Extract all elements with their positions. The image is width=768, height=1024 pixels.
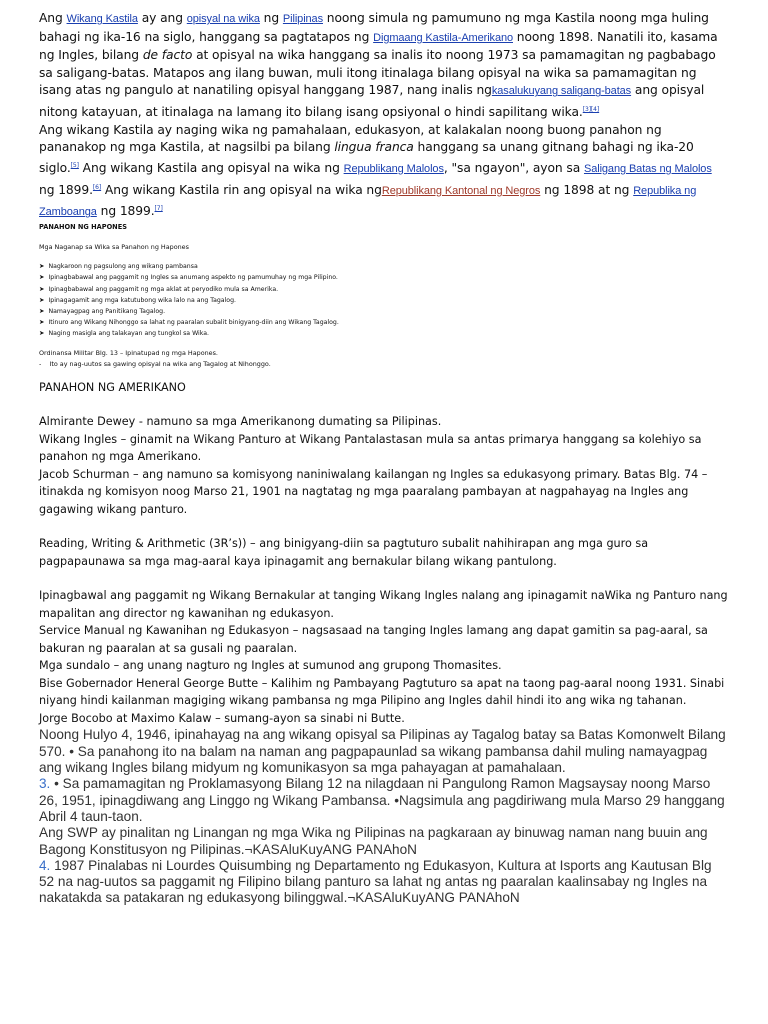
paragraph-line: Ipinagbawal ang paggamit ng Wikang Bernakular at tanging Wikang Ingles nalang ang ipinagamit naWika ng Panturo nang mapalitan ang director ng kawanihan ng edukasyon. xyxy=(39,589,728,620)
text: Ang xyxy=(39,11,67,25)
text: ang opisyal nitong katayuan, at itinalaga na lamang ito bilang isang opsiyonal o hindi sapilitang wika. xyxy=(39,83,705,120)
text: noong 1898. Nanatili ito, kasama ng Ingles, bilang xyxy=(39,29,718,63)
link-saligang-batas-malolos[interactable]: Saligang Batas ng Malolos xyxy=(583,162,712,175)
list-number: 4. xyxy=(39,857,51,873)
list-item: ➤ Nagkaroon ng pagsulong ang wikang pambansa xyxy=(39,261,729,272)
link-republikang-malolos[interactable]: Republikang Malolos xyxy=(343,162,444,175)
dash: - xyxy=(39,359,42,368)
paragraph-spanish-government xyxy=(39,122,729,222)
text: ng 1898 at ng xyxy=(540,182,634,197)
list-item: ➤ Ipinagbabawal ang paggamit ng mga aklat at peryodiko mula sa Amerika. xyxy=(39,284,729,295)
list-item: ➤ Itinuro ang Wikang Nihonggo sa lahat ng paaralan subalit binigyang-diin ang Wikang Tagalog. xyxy=(39,317,729,328)
text: ng 1899. xyxy=(39,182,93,197)
document-page xyxy=(39,10,729,907)
paragraph-line: Bise Gobernador Heneral George Butte – Kalihim ng Pambayang Pagtuturo sa apat na taong pag-aaral noong 1931. Sinabi niyang hindi kailanman magiging wikang pambansa ng mga Pilipino ang Ingles dahil hindi ito ang wika ng tahanan. xyxy=(39,676,725,708)
paragraph-swp: Ang SWP ay pinalitan ng Linangan ng mga Wika ng Pilipinas na pagkaraan ay binuwag naman nang buuin ang Bagong Konstitusyon ng Pilipinas.¬KASAluKuyANG PANAhoN xyxy=(39,825,708,857)
text: 1987 Pinalabas ni Lourdes Quisumbing ng Departamento ng Edukasyon, Kultura at Isports ang Kautusan Blg 52 na nag-uutos sa paggamit ng Filipino bilang panturo sa lahat ng antas ng paaralan kaalinsabay ng Ingles na nakatakda sa patakaran ng edukasyong bilinggwal.¬KASAluKuyANG PANAhoN xyxy=(39,857,712,906)
text: Ang wikang Kastila ay naging wika ng pamahalaan, edukasyon, at kalakalan noong buong panahon ng pananakop ng mga Kastila, at nagsilbi pa bilang xyxy=(39,122,662,155)
italic-de-facto: de facto xyxy=(142,48,193,63)
text: noong simula ng pamumuno ng mga Kastila noong mga huling bahagi ng ika-16 na siglo, hanggang sa pagtatapos ng xyxy=(39,11,709,44)
text: • Sa pamamagitan ng Proklamasyong Bilang 12 na nilagdaan ni Pangulong Ramon Magsaysay noong Marso 26, 1951, ipinagdiwang ang Linggo ng Wikang Pambansa. •Nagsimula ang pagdiriwang mula Marso 29 hanggang Abril 4 taun-taon. xyxy=(39,776,725,824)
link-pilipinas[interactable]: Pilipinas xyxy=(282,13,323,25)
reference-link[interactable]: [5] xyxy=(70,161,79,169)
list-item: ➤ Ipinagagamit ang mga katutubong wika lalo na ang Tagalog. xyxy=(39,295,729,306)
link-opisyal-na-wika[interactable]: opisyal na wika xyxy=(186,13,260,25)
text: at opisyal na wika hanggang sa inalis ito noong 1973 sa pamamagitan ng pagbabago sa saligang-batas. Matapos ang ilang buwan, muli itong itinalaga bilang opisyal na wika sa pamamagitan ng isang atas ng pangulo at nanatiling opisyal hanggang 1987, nang inalis ng xyxy=(39,48,716,98)
paragraph-reading-writing: Reading, Writing & Arithmetic (3R’s)) – ang binigyang-diin sa pagtuturo subalit nahihirapan ang mga guro sa pagpapaunawa sa mga mag-aaral kaya ipinagamit ang bernakular bilang wikang pantulong. xyxy=(39,537,649,568)
paragraph-proklamasyon xyxy=(39,776,729,825)
paragraph-line: Service Manual ng Kawanihan ng Edukasyon – nagsasaad na tanging Ingles lamang ang dapat gamitin sa pag-aaral, sa bakuran ng paaralan at sa gusali ng paaralan. xyxy=(39,624,708,655)
link-saligang-batas[interactable]: kasalukuyang saligang-batas xyxy=(491,85,632,98)
list-item: ➤ Ipinagbabawal ang paggamit ng Ingles sa anumang aspekto ng pamumuhay ng mga Pilipino. xyxy=(39,272,729,283)
ordinansa-militar: Ordinansa Militar Blg. 13 – Ipinatupad ng mga Hapones. xyxy=(39,348,218,357)
text: ay ang xyxy=(137,11,187,25)
list-number: 3. xyxy=(39,776,51,792)
spacer xyxy=(39,518,729,535)
ordinansa-item xyxy=(39,359,729,370)
link-wikang-kastila[interactable]: Wikang Kastila xyxy=(66,13,138,25)
list-hapones xyxy=(39,261,729,339)
reference-link[interactable]: [6] xyxy=(92,183,102,191)
reference-link[interactable]: [7] xyxy=(154,205,163,213)
paragraph-line: Mga sundalo – ang unang nagturo ng Ingles at sumunod ang grupong Thomasites. xyxy=(39,659,502,673)
link-republikang-kantonal-negros[interactable]: Republikang Kantonal ng Negros xyxy=(381,184,541,197)
text: Ito ay nag-uutos sa gawing opisyal na wika ang Tagalog at Nihonggo. xyxy=(49,359,271,368)
text: ng xyxy=(259,11,283,25)
list-item: ➤ Namayagpag ang Panitikang Tagalog. xyxy=(39,306,729,317)
link-republika-zamboanga[interactable]: Republika ng Zamboanga xyxy=(39,184,697,219)
link-digmaang-kastila-amerikano[interactable]: Digmaang Kastila-Amerikano xyxy=(373,31,513,44)
list-item: ➤ Naging masigla ang talakayan ang tungkol sa Wika. xyxy=(39,328,729,339)
reference-link[interactable]: [3][4] xyxy=(582,105,600,113)
text: , "sa ngayon", ayon sa xyxy=(443,160,584,175)
text: Ang wikang Kastila rin ang opisyal na wika ng xyxy=(101,182,382,197)
paragraph-hulyo-1946: Noong Hulyo 4, 1946, ipinahayag na ang wikang opisyal sa Pilipinas ay Tagalog batay sa Batas Komonwelt Bilang 570. • Sa panahong ito na balam na naman ang pagpapaunlad sa wikang pambansa dahil muling namayagpag ang wikang Ingles bilang midyum ng komunikasyon sa mga pahayagan at pamahalaan. xyxy=(39,727,726,776)
text: ng 1899. xyxy=(96,204,155,219)
subheading-mga-naganap: Mga Naganap sa Wika sa Panahon ng Hapones xyxy=(39,242,189,251)
paragraph-spanish-official xyxy=(39,10,729,122)
paragraph-line: Jorge Bocobo at Maximo Kalaw – sumang-ayon sa sinabi ni Butte. xyxy=(39,711,405,725)
paragraph-line: Wikang Ingles – ginamit na Wikang Panturo at Wikang Pantalastasan mula sa antas primarya hanggang sa kolehiyo sa panahon ng mga Amerikano. xyxy=(39,432,702,464)
heading-panahon-ng-amerikano: PANAHON NG AMERIKANO xyxy=(39,380,186,394)
paragraph-line: Almirante Dewey - namuno sa mga Amerikanong dumating sa Pilipinas. xyxy=(39,415,442,429)
italic-lingua-franca: lingua franca xyxy=(334,140,414,155)
paragraph-1987 xyxy=(39,858,729,907)
spacer xyxy=(39,396,729,413)
spacer xyxy=(39,570,729,587)
text: Ang wikang Kastila ang opisyal na wika ng xyxy=(78,160,344,175)
heading-panahon-ng-hapones: PANAHON NG HAPONES xyxy=(39,222,127,231)
text: hanggang sa unang gitnang bahagi ng ika-20 siglo. xyxy=(39,140,694,175)
paragraph-line: Jacob Schurman – ang namuno sa komisyong naniniwalang kailangan ng Ingles sa edukasyong primary. Batas Blg. 74 – itinakda ng komisyon noog Marso 21, 1901 na nagtatag ng mga paaralang pambayan at nagpahayag na Ingles ang gagawing wikang panturo. xyxy=(39,467,708,516)
